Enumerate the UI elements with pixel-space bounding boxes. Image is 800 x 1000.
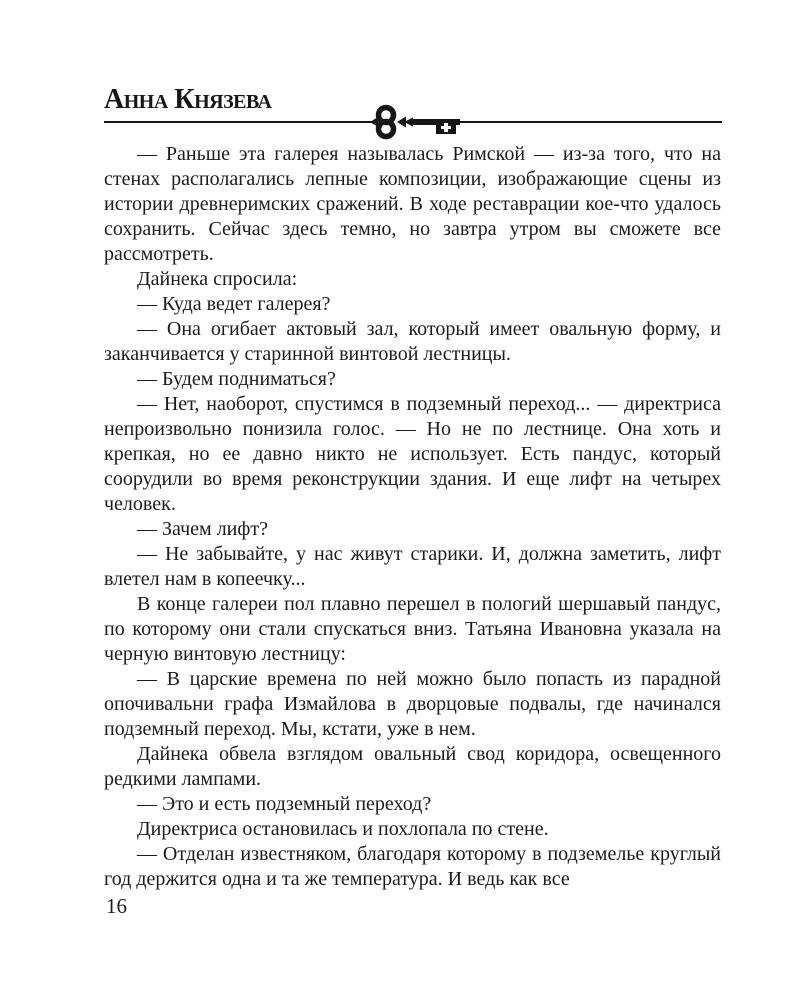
paragraph: — Раньше эта галерея называлась Римской — из-за того, что на стенах располагались лепные композиции, изображающие сцены из истории древнеримских сражений. В ходе реставрации кое-что удалось сохранить. Сейчас здесь темно, но завтра утром вы сможете все рассмотреть.	[104, 143, 721, 265]
paragraph: — Это и есть подземный переход?	[137, 793, 432, 815]
body-text	[104, 142, 721, 892]
author-header: Анна Князева	[104, 84, 272, 115]
paragraph: — Будем подниматься?	[137, 368, 336, 390]
page-number: 16	[106, 894, 127, 918]
paragraph: Дайнека спросила:	[137, 268, 298, 290]
paragraph: — Зачем лифт?	[137, 518, 268, 540]
antique-key-icon	[368, 104, 464, 140]
paragraph: — Куда ведет галерея?	[137, 293, 331, 315]
paragraph: — Отделан известняком, благодаря которому в подземелье круглый год держится одна и та же температура. И ведь как все	[104, 843, 721, 890]
paragraph: Директриса остановилась и похлопала по стене.	[137, 818, 549, 840]
paragraph: В конце галереи пол плавно перешел в пологий шершавый пандус, по которому они стали спускаться вниз. Татьяна Ивановна указала на черную винтовую лестницу:	[104, 593, 721, 665]
paragraph: — Нет, наоборот, спустимся в подземный переход... — директриса непроизвольно понизила голос. — Но не по лестнице. Она хоть и крепкая, но ее давно никто не использует. Есть пандус, который соорудили во время реконструкции здания. И еще лифт на четырех человек.	[104, 393, 721, 515]
paragraph: — Не забывайте, у нас живут старики. И, должна заметить, лифт влетел нам в копеечку...	[104, 543, 721, 590]
paragraph: — Она огибает актовый зал, который имеет овальную форму, и заканчивается у старинной винтовой лестницы.	[104, 318, 721, 365]
paragraph: Дайнека обвела взглядом овальный свод коридора, освещенного редкими лампами.	[104, 743, 721, 790]
paragraph: — В царские времена по ней можно было попасть из парадной опочивальни графа Измайлова в дворцовые подвалы, где начинался подземный переход. Мы, кстати, уже в нем.	[104, 668, 721, 740]
